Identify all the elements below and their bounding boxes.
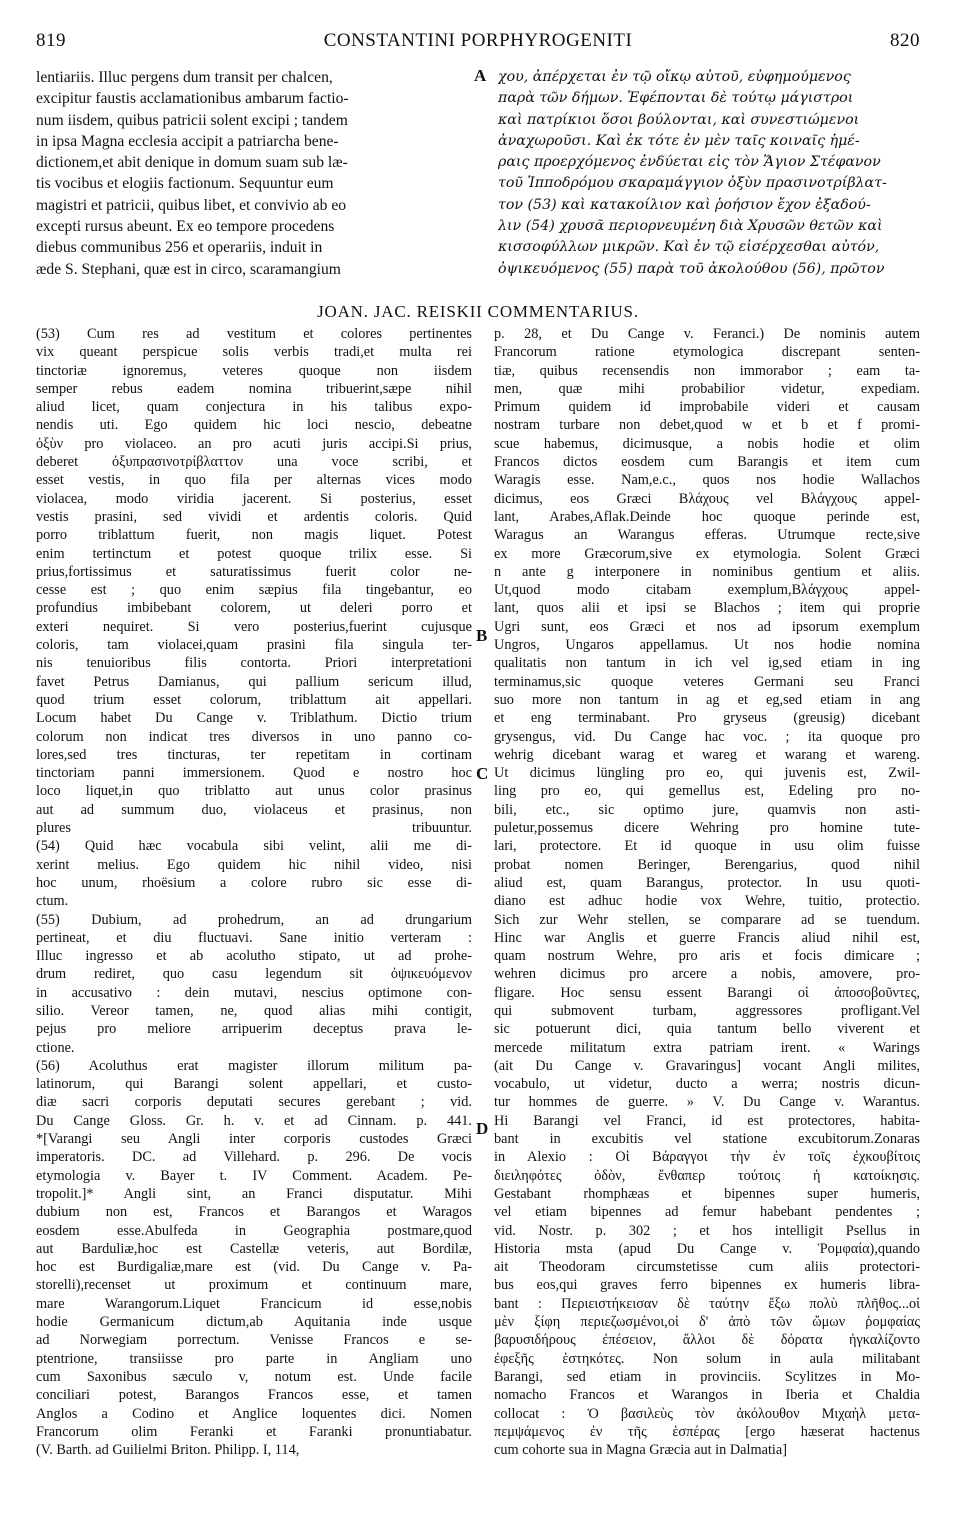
page-number-right: 820 xyxy=(890,30,920,51)
commentary-line: favet Petrus Damianus, qui pallium sericum illud, xyxy=(36,673,472,690)
commentary-line: lores,sed tres tincturas, ter repetitam in cortinam xyxy=(36,746,472,763)
commentary-line: nostram turbare non debet,quod w et b et f promi- xyxy=(494,417,920,434)
greek-text-line: κισσοφύλλων μικρῶν. Καὶ ἐν τῷ εἰσέρχεσθαι αὐτόν, xyxy=(498,239,880,256)
commentary-line: qualitatis non tantum in ich vel ig,sed etiam in ing xyxy=(494,655,920,672)
commentary-line: ptentrione, transiisse pro parte in Angliam uno xyxy=(36,1350,472,1367)
running-title: CONSTANTINI PORPHYROGENITI xyxy=(323,30,633,51)
commentary-line: bili, etc., sic optimo jure, quamvis non asti- xyxy=(494,801,920,818)
commentary-line: (ait Du Cange v. Gravaringus] vocant Angli milites, xyxy=(494,1057,920,1074)
greek-text-line: ὀψικευόμενος (55) παρὰ τοῦ ἀκολούθου (56), πρῶτον xyxy=(498,260,885,277)
latin-text-line: num iisdem, quibus patricii solent excipi ; tandem xyxy=(36,111,348,129)
commentary-line: lari, protectore. Et id quoque in usu olim fuisse xyxy=(494,838,920,855)
greek-text-line: χου, ἀπέρχεται ἐν τῷ οἴκῳ αὐτοῦ, εὐφημούμενος xyxy=(498,69,851,85)
commentary-line: silio. Vereor tamen, ne, quod alias mihi contigit, xyxy=(36,1002,472,1019)
page-number-left: 819 xyxy=(36,30,66,51)
commentary-line: ἐφεξῆς ἑστηκότες. Non solum in aula militabant xyxy=(494,1350,920,1367)
commentary-line: storelli),recenset ut proximum et continuum mare, xyxy=(36,1277,472,1294)
commentary-line: Sich zur Wehr stellen, se comparare ad se tuendum. xyxy=(494,911,920,928)
latin-text-line: magistri et patricii, quibus libet, et convivio ab eo xyxy=(36,196,347,214)
commentary-line: prius,fortissimus et saturatissimus fuerit color ne- xyxy=(36,563,472,580)
commentary-line: quod trium esset colorum, triblattum ait appellari. xyxy=(36,691,472,708)
greek-text-line: λιν (54) χρυσᾶ περιορνευμένη διὰ Χρυσῶν θετῶν καὶ xyxy=(498,218,883,235)
commentary-line: aliud est, quam Barangus, protector. In usu quoti- xyxy=(494,874,920,891)
commentary-line: mercede militatum extra patriam irent. « Warings xyxy=(494,1039,920,1056)
commentary-line: (54) Quid hæc vocabula sibi velint, alii me di- xyxy=(36,838,472,855)
latin-text-line: diebus communibus 256 et operariis, induit in xyxy=(36,239,323,257)
commentary-line: ex more Græcorum,sive ex etymologia. Solent Græci xyxy=(494,545,920,562)
commentary-line: aut Barduliæ,hoc est Castellæ veteris, aut Bordilæ, xyxy=(36,1240,472,1257)
commentary-line: lant, quos alii et ipsi se Blachos ; item qui proprie xyxy=(494,600,920,617)
commentary-line: tinctoriæ ignoremus, veteres quoque non iisdem xyxy=(36,362,472,379)
commentary-line: latinorum, qui Barangi solent appellari, et custo- xyxy=(36,1076,472,1093)
commentary-line: quam nostrum Wehre, pro aris et focis dimicare ; xyxy=(494,948,920,965)
section-mark-a: A xyxy=(474,66,487,85)
commentary-line: πεμψάμενος ἐν τῆς ἑσπέρας [ergo hæserat hactenus xyxy=(494,1423,920,1440)
commentary-line: scue habemus, dicimusque, a nobis hodie et olim xyxy=(494,435,920,452)
latin-text-line: dictionem,et abit denique in domum suam sub læ- xyxy=(36,154,348,172)
section-mark-d: D xyxy=(476,1119,489,1138)
commentary-line: drum rediret, quo casu legendum sit ὀψικευόμενον xyxy=(36,966,472,983)
commentary-line: mare Warangorum.Liquet Francicum id esse,nobis xyxy=(36,1295,472,1312)
commentary-line: enim tertinctum et potest quoque trilix esse. Si xyxy=(36,545,472,562)
commentary-line: διειληφότες ὁδὸν, ἔνθαπερ τούτοις ἡ κατοίκησις. xyxy=(494,1167,920,1184)
commentary-line: aut ad summum duo, violaceus et prasinus, non xyxy=(36,801,472,818)
commentary-line: Anglos a Codino et Anglice loquentes dici. Nomen xyxy=(36,1405,472,1422)
commentary-line: dubium non est, Francos et Barangos et Waragos xyxy=(36,1204,472,1221)
commentary-line: dicimus, eos Græci Βλάχους vel Βλάγχους appel- xyxy=(494,490,920,507)
commentary-line: Ugri sunt, eos Græci et nos ad ipsorum exemplum xyxy=(494,618,920,635)
latin-text-line: tis vocibus et elogiis factionum. Sequuntur eum xyxy=(36,175,334,193)
commentary-line: deberet ὀξυπρασινοτρίβλαττον una voce scribi, et xyxy=(36,454,472,471)
commentary-line: Primum quidem id improbabile videri et causam xyxy=(494,399,920,416)
commentary-line: Ungros, Ungaros appellamus. Ut nos hodie nomina xyxy=(494,637,920,654)
commentary-line: cesse est ; quo enim sæpius fila tingebantur, eo xyxy=(36,582,472,599)
greek-text-line: καὶ πατρίκιοι ὅσοι βούλονται, καὶ συνεστιώμενοι xyxy=(498,111,860,128)
greek-text-line: ἀναχωροῦσι. Καὶ ἐκ τότε ἐν μὲν ταῖς κοιναῖς ἡμέ- xyxy=(498,132,860,149)
commentary-line: Ut,quod modo citabam exemplum,Βλάγχους appel- xyxy=(494,582,920,599)
commentary-title: JOAN. JAC. REISKII COMMENTARIUS. xyxy=(317,302,639,321)
commentary-line: hodie Germanicum dictum,ab Aquitania inde usque xyxy=(36,1314,472,1331)
commentary-right-column xyxy=(494,325,920,1459)
commentary-line: qui submovent turbam, aggressores profligant.Vel xyxy=(494,1002,920,1019)
commentary-line: tur hommes de guerre. » V. Du Cange v. Warantus. xyxy=(494,1094,920,1111)
commentary-line: vix queant perspicue solis verbis tradi,et multa rei xyxy=(36,344,472,361)
main-text xyxy=(36,67,920,297)
section-mark-c: C xyxy=(476,764,489,783)
commentary-line: diano est adhuc hodie vox Wehre, tuitio, protectio. xyxy=(494,893,920,910)
commentary-line: ὀξὺν pro violaceo. an pro acuti juris accipi.Si prius, xyxy=(36,435,472,452)
commentary-line: Illuc ingresso et ab acolutho stipato, ut ad prohe- xyxy=(36,948,472,965)
commentary-line: porro triblattum fuerit, non magis liquet. Potest xyxy=(36,527,472,544)
commentary-line: nendis uti. Ego quidem hic loci nescio, debeatne xyxy=(36,417,472,434)
commentary-line: wehrig dicebant warag et wareg et warang et wareng. xyxy=(494,746,920,763)
greek-text-line: παρὰ τῶν δήμων. Ἑφέπονται δὲ τούτῳ μάγιστροι xyxy=(498,90,854,107)
commentary-line: et eng terminabant. Pro gryseus (greusig) dicebant xyxy=(494,710,920,727)
latin-text-column xyxy=(36,67,468,280)
commentary-line: wehren dicimus pro arcere a nobis, amovere, pro- xyxy=(494,966,920,983)
commentary-line: Waragus an Warangus efferas. Utrumque recte,sive xyxy=(494,527,920,544)
commentary-line: vid. Nostr. p. 302 ; et hos intelligit Psellus in xyxy=(494,1222,920,1239)
commentary-line: ling pro eo, qui gemellus est, Edeling pro no- xyxy=(494,783,920,800)
commentary-line: ait Theodoram circumstetisse cum aliis protectori- xyxy=(494,1259,920,1276)
commentary-line: conciliari potest, Barangos Francos esse, et tamen xyxy=(36,1387,472,1404)
commentary-line: vestis prasini, sed vividi et ardentis coloris. Quid xyxy=(36,508,472,525)
latin-text-line: æde S. Stephani, quæ est in circo, scaramangium xyxy=(36,260,341,278)
commentary-line: Francorum olim Feranki et Faranki pronuntiabatur. xyxy=(36,1423,472,1440)
commentary-line: Barangi, sed etiam in provinciis. Scylitzes in Mo- xyxy=(494,1368,920,1385)
commentary-line: ctum. xyxy=(36,893,69,910)
commentary-line: hoc est Burdigaliæ,mare est (vid. Du Cange v. Pa- xyxy=(36,1259,472,1276)
commentary-line: p. 28, et Du Cange v. Feranci.) De nominis autem xyxy=(494,326,920,342)
commentary-line: Ut dicimus lüngling pro eo, qui juvenis est, Zwil- xyxy=(494,765,920,782)
commentary-line: violacea, modo viridia jacerent. Si posterius, esset xyxy=(36,490,472,507)
page-header xyxy=(36,30,920,56)
commentary-line: (V. Barth. ad Guilielmi Briton. Philipp. I, 114, xyxy=(36,1442,300,1459)
commentary-line: diæ sacri corporis deputati secures gerebant ; vid. xyxy=(36,1094,472,1111)
commentary-line: pejus pro meliore arripuerim deceptus prava le- xyxy=(36,1021,472,1038)
commentary-line: μὲν ξίφη περιεζωσμένοι,οἱ δ' ἀπὸ τῶν ὤμων ῥομφαίας xyxy=(494,1314,920,1331)
commentary-line: collocat : Ὁ βασιλεὺς τὸν ἀκόλουθον Μιχαὴλ μετα- xyxy=(494,1405,920,1422)
commentary-line: esset vestis, in quo fila per alternas vices modo xyxy=(36,472,472,489)
commentary-line: bant : Περιειστήκεισαν δὲ ταύτην ἔξω πολὺ πλῆθος...οἱ xyxy=(494,1295,920,1312)
commentary-line: exteri nequiret. Si vero posterius,fuerint cujusque xyxy=(36,618,472,635)
commentary-line: (55) Dubium, ad prohedrum, an ad drungarium xyxy=(36,911,472,928)
commentary-line: Locum habet Du Cange v. Triblathum. Dictio trium xyxy=(36,710,472,727)
commentary-line: vel etiam bipennes ad femur habebant pendentes ; xyxy=(494,1204,920,1221)
commentary-line: xerint melius. Ego quidem hic nihil video, nisi xyxy=(36,856,472,873)
latin-text-line: excipitur faustis acclamationibus ambarum factio- xyxy=(36,90,349,108)
commentary-line: pertineat, et diu fluctuavi. Sane initio verteram : xyxy=(36,929,472,946)
commentary-line: vocabulo, ut videtur, ducto a werra; nostris dicun- xyxy=(494,1076,920,1093)
commentary-line: bant in excubitis vel statione excubitorum.Zonaras xyxy=(494,1131,920,1148)
commentary-line: (53) Cum res ad vestitum et colores pertinentes xyxy=(36,326,472,342)
commentary-line: loco liquet,in quo triblatto aut unus color prasinus xyxy=(36,783,472,800)
commentary-line: men, quæ mihi probabilior videtur, expediam. xyxy=(494,380,920,397)
commentary-left-column xyxy=(36,325,472,1459)
commentary-line: ctione. xyxy=(36,1039,75,1056)
commentary-line: ad Norwegiam porrectum. Venisse Francos e se- xyxy=(36,1332,472,1349)
greek-text-line: τοῦ Ἱπποδρόμου σκαραμάγγιον ὀξὺν πρασινοτρίβλατ- xyxy=(498,175,887,192)
greek-text-column xyxy=(498,67,920,280)
commentary-line: nomacho Francos et Warangos in Iberia et Chaldia xyxy=(494,1387,920,1404)
section-mark-b: B xyxy=(476,626,488,645)
commentary-line: Historia msta (apud Du Cange v. Ῥομφαία),quando xyxy=(494,1240,920,1257)
commentary-line: Waragis esse. Nam,e.c., quos nos hodie Wallachos xyxy=(494,472,920,489)
commentary-line: *[Varangi seu Angli inter corporis custodes Græci xyxy=(36,1131,472,1148)
commentary-line: tiæ, quibus recensendis non immorabor ; eam ta- xyxy=(494,362,920,379)
commentary-line: sic potuerunt dici, quia tantum bello viverent et xyxy=(494,1021,920,1038)
commentary-line: tropolit.]* Angli sint, an Franci disputatur. Mihi xyxy=(36,1185,472,1202)
latin-text-line: lentiariis. Illuc pergens dum transit per chalcen, xyxy=(36,69,333,86)
commentary-line: Francorum ratione etymologica discrepant senten- xyxy=(494,344,920,361)
commentary-line: (56) Acoluthus erat magister illorum militum pa- xyxy=(36,1057,472,1074)
commentary-line: Francos dictos eosdem cum Barangis et item cum xyxy=(494,454,920,471)
commentary-line: lant, Arabes,Aflak.Deinde hoc quoque perinde est, xyxy=(494,508,920,525)
commentary-line: cum cohorte sua in Magna Græcia aut in Dalmatia] xyxy=(494,1442,787,1459)
latin-text-line: excepti rursus abeunt. Ex eo tempore procedens xyxy=(36,218,335,236)
commentary-line: n ante g interponere in nominibus gentium et aliis. xyxy=(494,563,920,580)
commentary-line: bus eos,qui graves ferro bipennes ex humeris libra- xyxy=(494,1277,920,1294)
commentary-line: aliud licet, quam conjectura in his talibus expo- xyxy=(36,399,472,416)
commentary-line: colorum non indicat tres diversos in uno panno co- xyxy=(36,728,472,745)
commentary xyxy=(36,325,920,1525)
commentary-line: in Alexio : Οἱ Βάραγγοι τὴν ἐν τοῖς ἐχκουβίτοις xyxy=(494,1149,920,1166)
latin-text-line: in ipsa Magna ecclesia accipit a patriarcha bene- xyxy=(36,132,339,150)
commentary-line: fligare. Hoc sensu essent Barangi οἱ ἀποσοβοῦντες, xyxy=(494,984,920,1001)
commentary-line: imperatoris. DC. ad Villehard. p. 296. De vocis xyxy=(36,1149,472,1166)
commentary-line: Hinc war Anglis et guerre Francis aliud nihil est, xyxy=(494,929,920,946)
commentary-line: nis tenuioribus filis contorta. Priori interpretationi xyxy=(36,655,472,672)
commentary-line: Gestabant rhomphæas et bipennes super humeris, xyxy=(494,1185,920,1202)
greek-text-line: τον (53) καὶ κατακοίλιον καὶ ῥοήσιον ἔχον ἐξαδού- xyxy=(498,196,871,213)
commentary-line: etymologia v. Bayer t. IV Comment. Academ. Pe- xyxy=(36,1167,472,1184)
commentary-line: eosdem esse.Abulfeda in Geographia postmare,quod xyxy=(36,1222,472,1239)
commentary-line: coloris, tam violacei,quam prasini fila singula ter- xyxy=(36,637,472,654)
commentary-line: βαρυσιδήρους ἐπέσειον, ἄλλοι δὲ δόρατα ἠγκαλίζοντο xyxy=(494,1332,920,1349)
commentary-line: suo more non tantum in ag et eg,sed etiam in ang xyxy=(494,691,920,708)
commentary-line: Du Cange Gloss. Gr. h. v. et ad Cinnam. p. 441. xyxy=(36,1112,472,1129)
greek-text-line: ραις προερχόμενος ἐνδύεται εἰς τὸν Ἅγιον Στέφανον xyxy=(498,154,881,171)
commentary-line: in accusativo : dein mutavi, nescius optimone con- xyxy=(36,984,472,1001)
commentary-line: cum Saxonibus sæculo v, notum est. Unde facile xyxy=(36,1368,472,1385)
commentary-line: grysengus, vid. Du Cange hac voc. ; ita quoque pro xyxy=(494,728,920,745)
commentary-line: terminamus,sic quoque veteres Germani seu Franci xyxy=(494,673,920,690)
commentary-line: tinctoriam panni immersionem. Quod e nostro hoc xyxy=(36,765,472,782)
commentary-line: probat nomen Beringer, Berengarius, quod nihil xyxy=(494,856,920,873)
commentary-line: semper rebus eadem nomina tribuerint,sæpe nihil xyxy=(36,380,472,397)
commentary-line: plures tribuuntur. xyxy=(36,820,472,837)
commentary-line: puletur,possemus dicere Wehring pro homine tute- xyxy=(494,820,920,837)
commentary-line: Hi Barangi vel Franci, id est protectores, habita- xyxy=(494,1112,920,1129)
commentary-line: profundius imbibebant colorem, ut deleri porro et xyxy=(36,600,472,617)
commentary-line: hoc unum, rhoësium a colore rubro sic esse di- xyxy=(36,874,472,891)
